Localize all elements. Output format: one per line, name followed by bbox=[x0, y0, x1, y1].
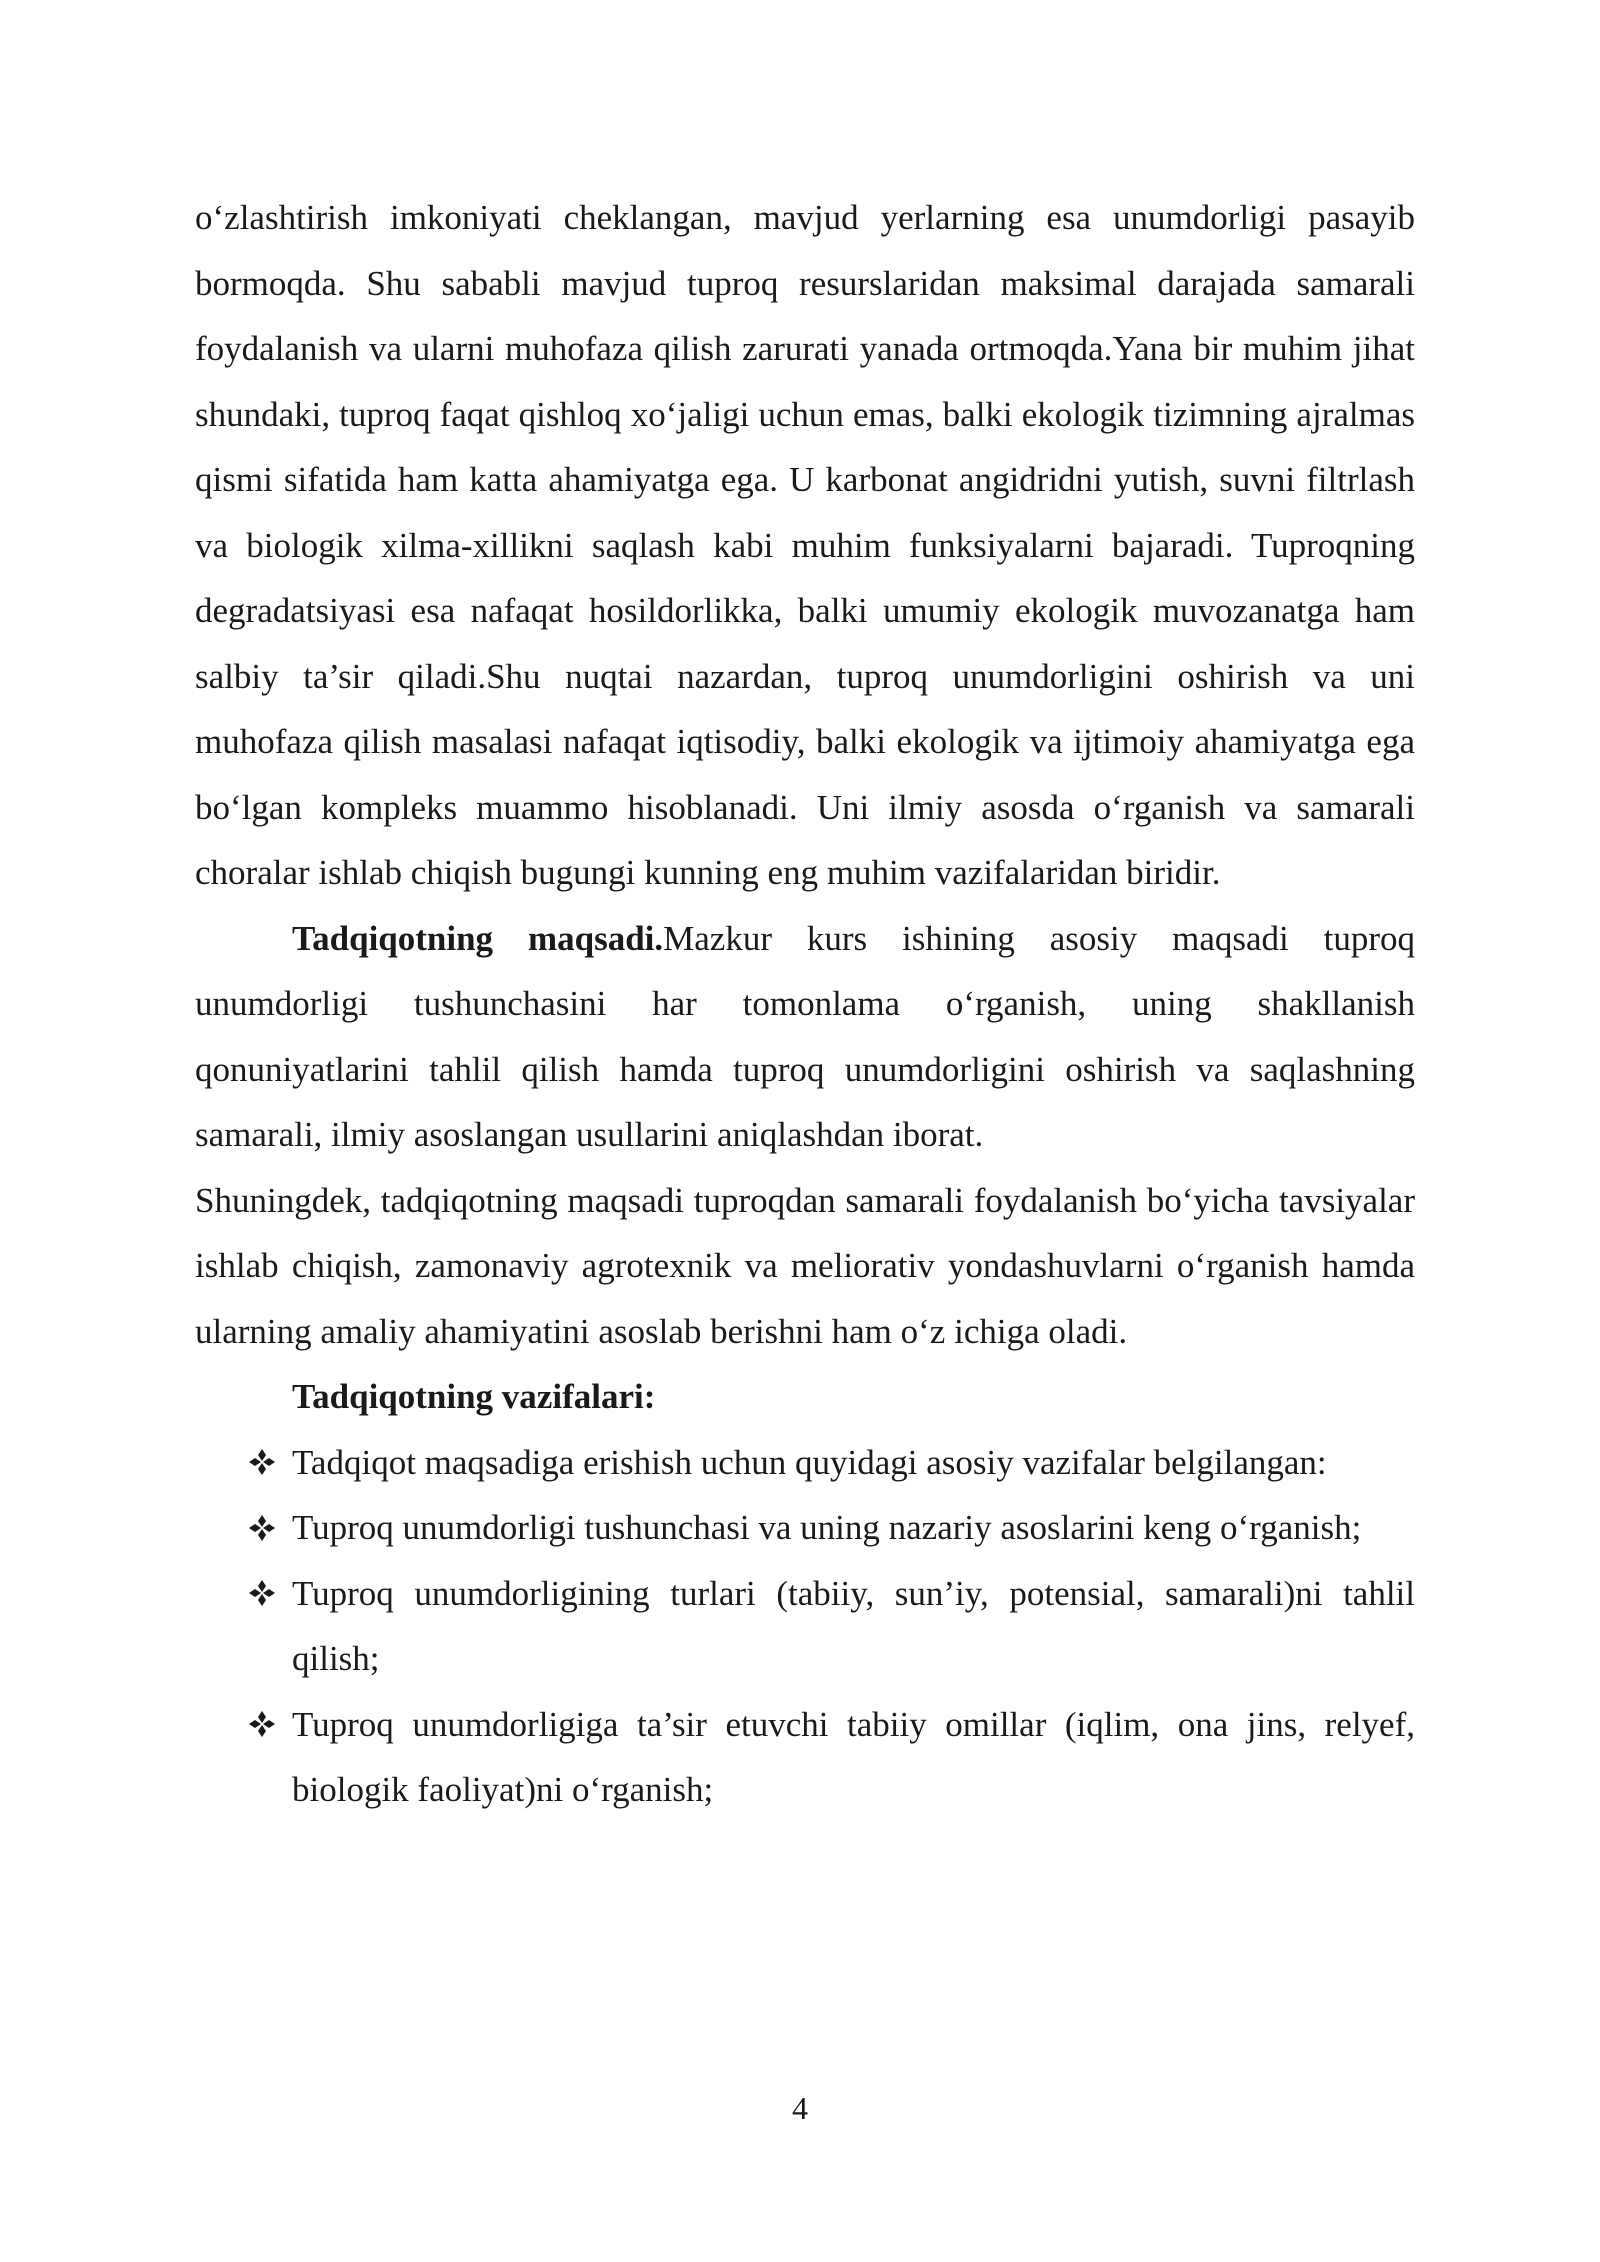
list-item bbox=[195, 1495, 1415, 1561]
goal-label: Tadqiqotning maqsadi. bbox=[292, 918, 664, 958]
goal-paragraph bbox=[195, 906, 1415, 1168]
list-item bbox=[195, 1692, 1415, 1823]
tasks-heading: Tadqiqotning vazifalari: bbox=[292, 1377, 656, 1416]
four-diamond-bullet-icon bbox=[245, 1430, 279, 1496]
goal-text: Mazkur kurs ishining asosiy maqsadi tuproq unumdorligi tushunchasini har tomonlama o‘rganish, uning shakllanish qonuniyatlarini tahlil qilish hamda tuproq unumdorligini oshirish va saqlashning samarali, ilmiy asoslangan usullarini aniqlashdan iborat. bbox=[195, 918, 1415, 1154]
document-page bbox=[195, 185, 1415, 1823]
tasks-list bbox=[195, 1430, 1415, 1823]
task-text: Tuproq unumdorligining turlari (tabiiy, sun’iy, potensial, samarali)ni tahlil qilish; bbox=[292, 1573, 1415, 1678]
task-text: Tadqiqot maqsadiga erishish uchun quyidagi asosiy vazifalar belgilangan: bbox=[292, 1442, 1327, 1482]
intro-paragraph: o‘zlashtirish imkoniyati cheklangan, mavjud yerlarning esa unumdorligi pasayib bormoqda. Shu sababli mavjud tuproq resurslaridan maksimal darajada samarali foydalanish va ularni muhofaza qilish zarurati yanada ortmoqda.Yana bir muhim jihat shundaki, tuproq faqat qishloq xo‘jaligi uchun emas, balki ekologik tizimning ajralmas qismi sifatida ham katta ahamiyatga ega. U karbonat angidridni yutish, suvni filtrlash va biologik xilma-xillikni saqlash kabi muhim funksiyalarni bajaradi. Tuproqning degradatsiyasi esa nafaqat hosildorlikka, balki umumiy ekologik muvozanatga ham salbiy ta’sir qiladi.Shu nuqtai nazardan, tuproq unumdorligini oshirish va uni muhofaza qilish masalasi nafaqat iqtisodiy, balki ekologik va ijtimoiy ahamiyatga ega bo‘lgan kompleks muammo hisoblanadi. Uni ilmiy asosda o‘rganish va samarali choralar ishlab chiqish bugungi kunning eng muhim vazifalaridan biridir. bbox=[195, 198, 1415, 892]
list-item bbox=[195, 1561, 1415, 1692]
four-diamond-bullet-icon bbox=[245, 1495, 279, 1561]
task-text: Tuproq unumdorligiga ta’sir etuvchi tabiiy omillar (iqlim, ona jins, relyef, biologik faoliyat)ni o‘rganish; bbox=[292, 1704, 1415, 1809]
four-diamond-bullet-icon bbox=[245, 1692, 279, 1758]
list-item bbox=[195, 1430, 1415, 1496]
task-text: Tuproq unumdorligi tushunchasi va uning nazariy asoslarini keng o‘rganish; bbox=[292, 1508, 1362, 1547]
page-number: 4 bbox=[792, 2090, 808, 2126]
four-diamond-bullet-icon bbox=[245, 1561, 279, 1627]
goal-continuation-paragraph: Shuningdek, tadqiqotning maqsadi tuproqdan samarali foydalanish bo‘yicha tavsiyalar ishlab chiqish, zamonaviy agrotexnik va meliorativ yondashuvlarni o‘rganish hamda ularning amaliy ahamiyatini asoslab berishni ham o‘z ichiga oladi. bbox=[195, 1180, 1415, 1351]
